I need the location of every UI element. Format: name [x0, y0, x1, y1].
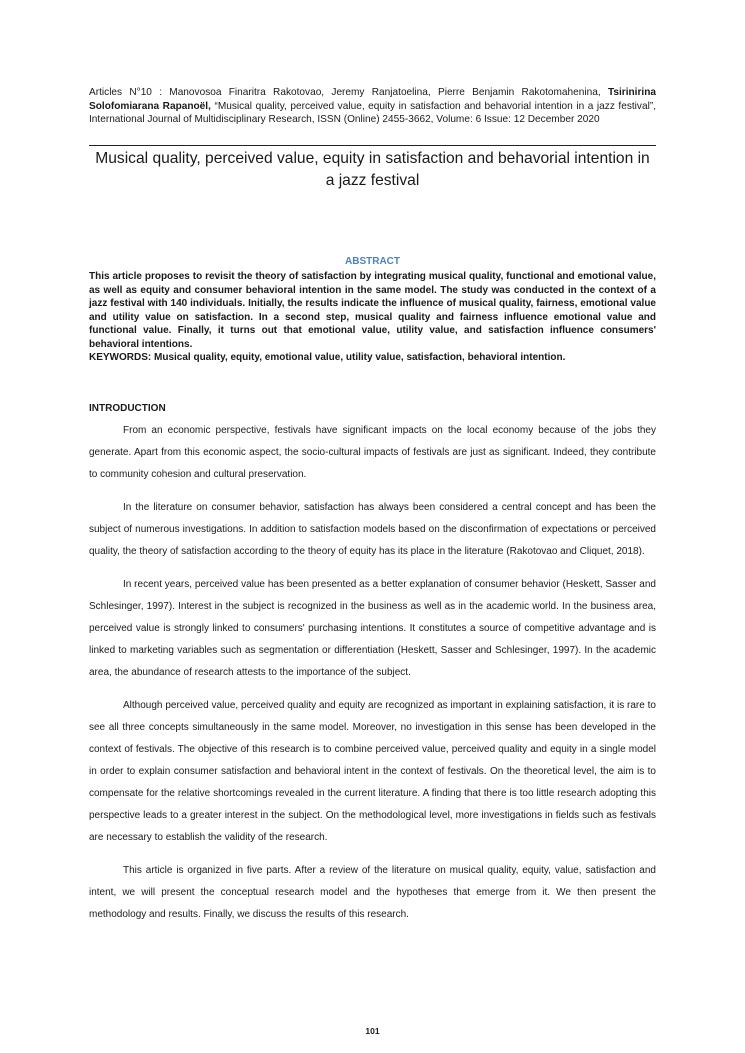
intro-paragraph: Although perceived value, perceived quality and equity are recognized as important in explaining satisfaction, it is rare to see all three concepts simultaneously in the same model. Moreover, no investigation in this sense has been developed in the context of festivals. The objective of this research is to combine perceived value, perceived quality and equity in a single model in order to explain consumer satisfaction and behavioral intent in the context of festivals. On the theoretical level, the aim is to compensate for the relative shortcomings revealed in the current literature. A finding that there is too little research adopting this perspective leads to a greater interest in the subject. On the methodological level, more investigations in fields such as festivals are necessary to establish the validity of the research. — [89, 700, 656, 843]
introduction-heading: INTRODUCTION — [89, 403, 166, 414]
introduction-body — [89, 420, 656, 937]
keywords-text: KEYWORDS: Musical quality, equity, emotional value, utility value, satisfaction, behavioral intention. — [89, 352, 566, 363]
page-number: 101 — [365, 1026, 380, 1036]
intro-paragraph: In recent years, perceived value has been presented as a better explanation of consumer behavior (Heskett, Sasser and Schlesinger, 1997). Interest in the subject is recognized in the business as well as in the academic world. In the business area, perceived value is strongly linked to consumers' purchasing intentions. It constitutes a source of competitive advantage and is linked to marketing variables such as segmentation or differentiation (Heskett, Sasser and Schlesinger, 1997). In the academic area, the abundance of research attests to the importance of the subject. — [89, 579, 656, 678]
citation-rest: “Musical quality, perceived value, equity in satisfaction and behavorial intention in a jazz festival”, International Journal of Multidisciplinary Research, ISSN (Online) 2455-3662, Volume: 6 Issue: 12 December 2020 — [89, 100, 656, 125]
intro-paragraph: This article is organized in five parts. After a review of the literature on musical quality, equity, value, satisfaction and intent, we will present the conceptual research model and the hypotheses that emerge from it. We then present the methodology and results. Finally, we discuss the results of this research. — [89, 865, 656, 920]
abstract-section — [89, 270, 656, 365]
header-divider — [89, 145, 656, 146]
citation-prefix: Articles N°10 : Manovosoa Finaritra Rakotovao, Jeremy Ranjatoelina, Pierre Benjamin Rakotomahenina, — [89, 87, 608, 98]
paper-title: Musical quality, perceived value, equity in satisfaction and behavorial intention in a jazz festival — [95, 150, 650, 189]
intro-paragraph: In the literature on consumer behavior, satisfaction has always been considered a central concept and has been the subject of numerous investigations. In addition to satisfaction models based on the disconfirmation of expectations or perceived quality, the theory of satisfaction according to the theory of equity has its place in the literature (Rakotovao and Cliquet, 2018). — [89, 502, 656, 557]
intro-paragraph: From an economic perspective, festivals have significant impacts on the local economy because of the jobs they generate. Apart from this economic aspect, the socio-cultural impacts of festivals are just as significant. Indeed, they contribute to community cohesion and cultural preservation. — [89, 425, 656, 480]
citation-bold-author: Tsirinirina Solofomiarana Rapanoël, — [89, 87, 656, 112]
abstract-text: This article proposes to revisit the theory of satisfaction by integrating musical quality, functional and emotional value, as well as equity and consumer behavioral intention in the same model. The study was conducted in the context of a jazz festival with 140 individuals. Initially, the results indicate the influence of musical quality, fairness, emotional value and utility value on satisfaction. In a second step, musical quality and fairness influence emotional value and functional value. Finally, it turns out that emotional value, utility value, and satisfaction influence consumers' behavioral intentions. — [89, 271, 656, 350]
citation-header — [89, 86, 656, 127]
abstract-heading: ABSTRACT — [345, 256, 400, 267]
